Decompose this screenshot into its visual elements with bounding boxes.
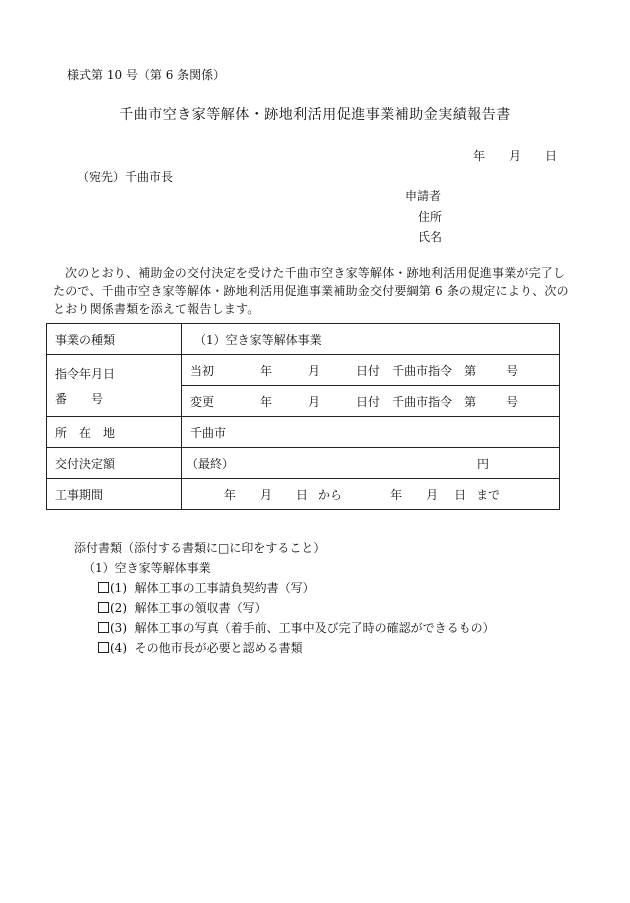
amount-label: 交付決定額 xyxy=(47,448,182,479)
change-day: 日付 xyxy=(356,394,381,409)
change-year: 年 xyxy=(260,394,273,409)
name-label: 氏名 xyxy=(418,230,443,244)
row-amount xyxy=(47,448,560,479)
attachments-subheading: （1）空き家等解体事業 xyxy=(83,561,211,575)
change-prefix: 変更 xyxy=(190,394,215,409)
period-d1: 日 xyxy=(296,487,309,502)
attachment-item xyxy=(98,639,303,656)
order-initial-cell xyxy=(182,355,560,386)
attachment-item xyxy=(98,599,267,616)
period-from: から xyxy=(318,487,343,502)
order-number-label: 番 号 xyxy=(55,391,104,406)
attachment-num: (2) xyxy=(110,601,127,615)
period-m1: 月 xyxy=(260,487,273,502)
attachment-text: 解体工事の写真（着手前、工事中及び完了時の確認ができるもの） xyxy=(134,621,495,635)
body-paragraph: 次のとおり、補助金の交付決定を受けた千曲市空き家等解体・跡地利活用促進事業が完了したので、千曲市空き家等解体・跡地利活用促進事業補助金交付要綱第 6 条の規定により、次のとおり関係書類を添えて報告します。 xyxy=(53,266,569,316)
initial-day: 日付 xyxy=(356,363,381,378)
change-num: 号 xyxy=(506,394,519,409)
addressee: （宛先）千曲市長 xyxy=(77,170,174,184)
attachment-num: (1) xyxy=(110,581,127,595)
change-no: 第 xyxy=(464,394,477,409)
order-date-label: 指令年月日 xyxy=(55,366,116,381)
order-change-cell xyxy=(182,386,560,417)
period-d2: 日 xyxy=(454,487,467,502)
attachment-item xyxy=(98,619,495,636)
attachment-checkbox[interactable] xyxy=(98,642,109,653)
report-table xyxy=(46,323,560,510)
period-to: まで xyxy=(476,487,501,502)
period-label: 工事期間 xyxy=(47,479,182,510)
project-type-label: 事業の種類 xyxy=(47,324,182,355)
row-project-type xyxy=(47,324,560,355)
initial-prefix: 当初 xyxy=(190,363,215,378)
period-y1: 年 xyxy=(224,487,237,502)
initial-no: 第 xyxy=(464,363,477,378)
attachment-checkbox[interactable] xyxy=(98,582,109,593)
date-day: 日 xyxy=(545,149,558,163)
initial-num: 号 xyxy=(506,363,519,378)
change-city: 千曲市指令 xyxy=(392,394,453,409)
attachment-item xyxy=(98,579,315,596)
amount-prefix: （最終） xyxy=(186,456,235,471)
date-line xyxy=(473,147,557,164)
initial-city: 千曲市指令 xyxy=(392,363,453,378)
period-m2: 月 xyxy=(426,487,439,502)
project-type-value: （1）空き家等解体事業 xyxy=(182,324,560,355)
applicant-label: 申請者 xyxy=(405,189,442,203)
row-period xyxy=(47,479,560,510)
attachments-heading: 添付書類（添付する書類に□に印をすること） xyxy=(74,541,326,555)
date-month: 月 xyxy=(509,149,522,163)
initial-month: 月 xyxy=(308,363,321,378)
amount-cell xyxy=(182,448,560,479)
location-label: 所 在 地 xyxy=(47,417,182,448)
row-order-initial xyxy=(47,355,560,386)
location-value: 千曲市 xyxy=(182,417,560,448)
address-label: 住所 xyxy=(418,210,443,224)
attachment-checkbox[interactable] xyxy=(98,622,109,633)
document-title: 千曲市空き家等解体・跡地利活用促進事業補助金実績報告書 xyxy=(119,107,511,123)
initial-year: 年 xyxy=(260,363,273,378)
row-location xyxy=(47,417,560,448)
attachment-text: 解体工事の工事請負契約書（写） xyxy=(134,581,315,595)
order-label-cell xyxy=(47,355,182,417)
attachment-checkbox[interactable] xyxy=(98,602,109,613)
attachment-text: 解体工事の領収書（写） xyxy=(134,601,267,615)
attachment-num: (4) xyxy=(110,641,127,655)
amount-unit: 円 xyxy=(476,456,489,471)
period-y2: 年 xyxy=(390,487,403,502)
form-number: 様式第 10 号（第 6 条関係） xyxy=(67,68,226,82)
period-cell xyxy=(182,479,560,510)
attachment-text: その他市長が必要と認める書類 xyxy=(134,641,303,655)
date-year: 年 xyxy=(473,149,486,163)
attachment-num: (3) xyxy=(110,621,127,635)
change-month: 月 xyxy=(308,394,321,409)
